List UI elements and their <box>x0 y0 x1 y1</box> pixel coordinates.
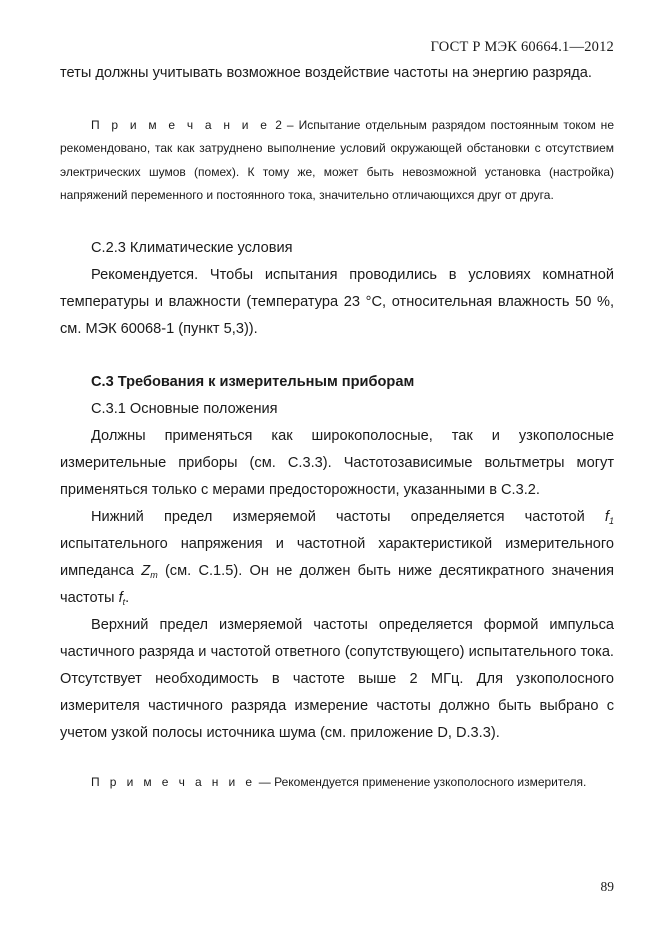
var-letter: f <box>604 509 609 526</box>
var-subscript: 1 <box>608 516 614 527</box>
var-subscript: m <box>150 570 158 581</box>
note-label: П р и м е ч а н и е <box>91 775 256 790</box>
var-letter: f <box>118 590 123 607</box>
text-part: . <box>125 590 130 607</box>
section-heading-c23: С.2.3 Климатические условия <box>91 240 293 257</box>
variable-zm <box>141 563 157 579</box>
page-body <box>60 60 614 794</box>
var-letter: Z <box>141 563 151 580</box>
text-part: (см. С.1.5). Он не должен быть ниже десятикратного значения частоты <box>60 563 615 607</box>
note-text: 2 – Испытание отдельным разрядом постоянным током не рекомендовано, так как затруднено выполнение условий окружающей обстановки с отсутствием электрических шумов (помех). К тому же, может быть невозможной установка (настройка) напряжений переменного и постоянного тока, значительно отличающихся друг от друга. <box>60 118 614 202</box>
document-code-header: ГОСТ Р МЭК 60664.1—2012 <box>430 39 614 55</box>
paragraph-c31-instruments: Должны применяться как широкополосные, так и узкополосные измерительные приборы (см. С.3.3). Частотозависимые вольтметры могут применяться только с мерами предосторожности, указанными в С.3.2. <box>60 428 614 499</box>
paragraph-c23: Рекомендуется. Чтобы испытания проводились в условиях комнатной температуры и влажности (температура 23 °С, относительная влажность 50 %, см. МЭК 60068-1 (пункт 5,3)). <box>60 267 614 338</box>
continued-paragraph: теты должны учитывать возможное воздействие частоты на энергию разряда. <box>60 65 592 81</box>
text-part: Нижний предел измеряемой частоты определяется частотой <box>91 509 605 526</box>
variable-f1 <box>605 509 614 525</box>
paragraph-c31-lower-limit <box>60 504 614 612</box>
note-label: П р и м е ч а н и е <box>91 118 271 132</box>
text-part: испытательного напряжения и частотной характеристикой измерительного импеданса <box>60 536 614 580</box>
note-2 <box>60 114 614 207</box>
section-heading-c31: С.3.1 Основные положения <box>91 401 278 418</box>
page-number: 89 <box>600 879 614 894</box>
paragraph-c31-upper-limit: Верхний предел измеряемой частоты определяется формой импульса частичного разряда и частотой ответного (сопутствующего) испытательного тока. Отсутствует необходимость в частоте выше 2 МГц. Для узкополосного измерителя частичного разряда измерение частоты должно быть выбрано с учетом узкой полосы источника шума (см. приложение D, D.3.3). <box>60 617 614 742</box>
section-heading-c3: С.3 Требования к измерительным приборам <box>91 374 415 391</box>
note-text: — Рекомендуется применение узкополосного измерителя. <box>255 775 587 790</box>
var-subscript: t <box>122 597 126 608</box>
note-final <box>60 771 614 794</box>
